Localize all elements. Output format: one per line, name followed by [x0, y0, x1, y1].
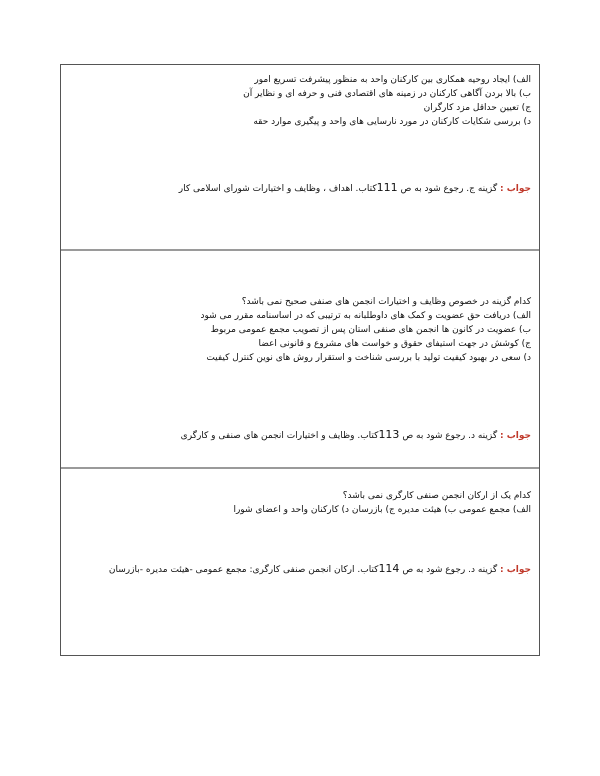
q2-question: کدام گزینه در خصوص وظایف و اختیارات انجمن های صنفی صحیح نمی باشد؟: [241, 297, 531, 307]
q3-question: کدام یک از ارکان انجمن صنفی کارگری نمی باشد؟: [342, 491, 531, 501]
q2-answer-label: جواب :: [500, 431, 531, 441]
q3-answer-page: 114: [378, 562, 400, 575]
separator-2: [61, 467, 539, 469]
q2-option-d: د) سعی در بهبود کیفیت تولید با بررسی شناخت و استقرار روش های نوین کنترل کیفیت: [206, 353, 531, 363]
q2-answer-post: کتاب. وظایف و اختیارات انجمن های صنفی و کارگری: [180, 431, 379, 441]
q2-option-a: الف) دریافت حق عضویت و کمک های داوطلبانه به ترتیبی که در اساسنامه مقرر می شود: [200, 311, 531, 321]
q1-option-c: ج) تعیین حداقل مزد کارگران: [423, 103, 531, 113]
q3-options: الف) مجمع عمومی ب) هیئت مدیره ج) بازرسان د) کارکنان واحد و اعضای شورا: [233, 505, 531, 515]
question-3-block: [61, 489, 539, 517]
q1-answer-label: جواب :: [500, 184, 531, 194]
question-2-block: [61, 295, 539, 365]
q1-option-a: الف) ایجاد روحیه همکاری بین کارکنان واحد به منظور پیشرفت تسریع امور: [254, 75, 531, 85]
page-frame: [60, 64, 540, 656]
q1-answer-page: 111: [376, 181, 398, 194]
q2-option-c: ج) کوشش در جهت استیفای حقوق و خواست های مشروع و قانونی اعضا: [258, 339, 531, 349]
q1-option-d: د) بررسی شکایات کارکنان در مورد نارسایی های واحد و پیگیری موارد حقه: [253, 117, 531, 127]
q2-answer: [61, 428, 539, 443]
q1-option-b: ب) بالا بردن آگاهی کارکنان در زمینه های اقتصادی فنی و حرفه ای و نظایر آن: [243, 89, 531, 99]
q3-answer-post: کتاب. ارکان انجمن صنفی کارگری: مجمع عمومی -هیئت مدیره -بازرسان: [108, 565, 379, 575]
q2-answer-pre: گزینه د. رجوع شود به ص: [402, 431, 498, 441]
q1-answer-post: کتاب. اهداف ، وظایف و اختیارات شورای اسلامی کار: [178, 184, 377, 194]
q3-answer-label: جواب :: [500, 565, 531, 575]
q3-answer: [61, 562, 539, 577]
q1-answer-pre: گزینه ج. رجوع شود به ص: [400, 184, 498, 194]
q2-option-b: ب) عضویت در کانون ها انجمن های صنفی استان پس از تصویب مجمع عمومی مربوط: [210, 325, 531, 335]
q1-answer: [61, 181, 539, 196]
separator-1: [61, 249, 539, 251]
q2-answer-page: 113: [378, 428, 400, 441]
q3-answer-pre: گزینه د. رجوع شود به ص: [402, 565, 498, 575]
question-1-block: [61, 73, 539, 129]
